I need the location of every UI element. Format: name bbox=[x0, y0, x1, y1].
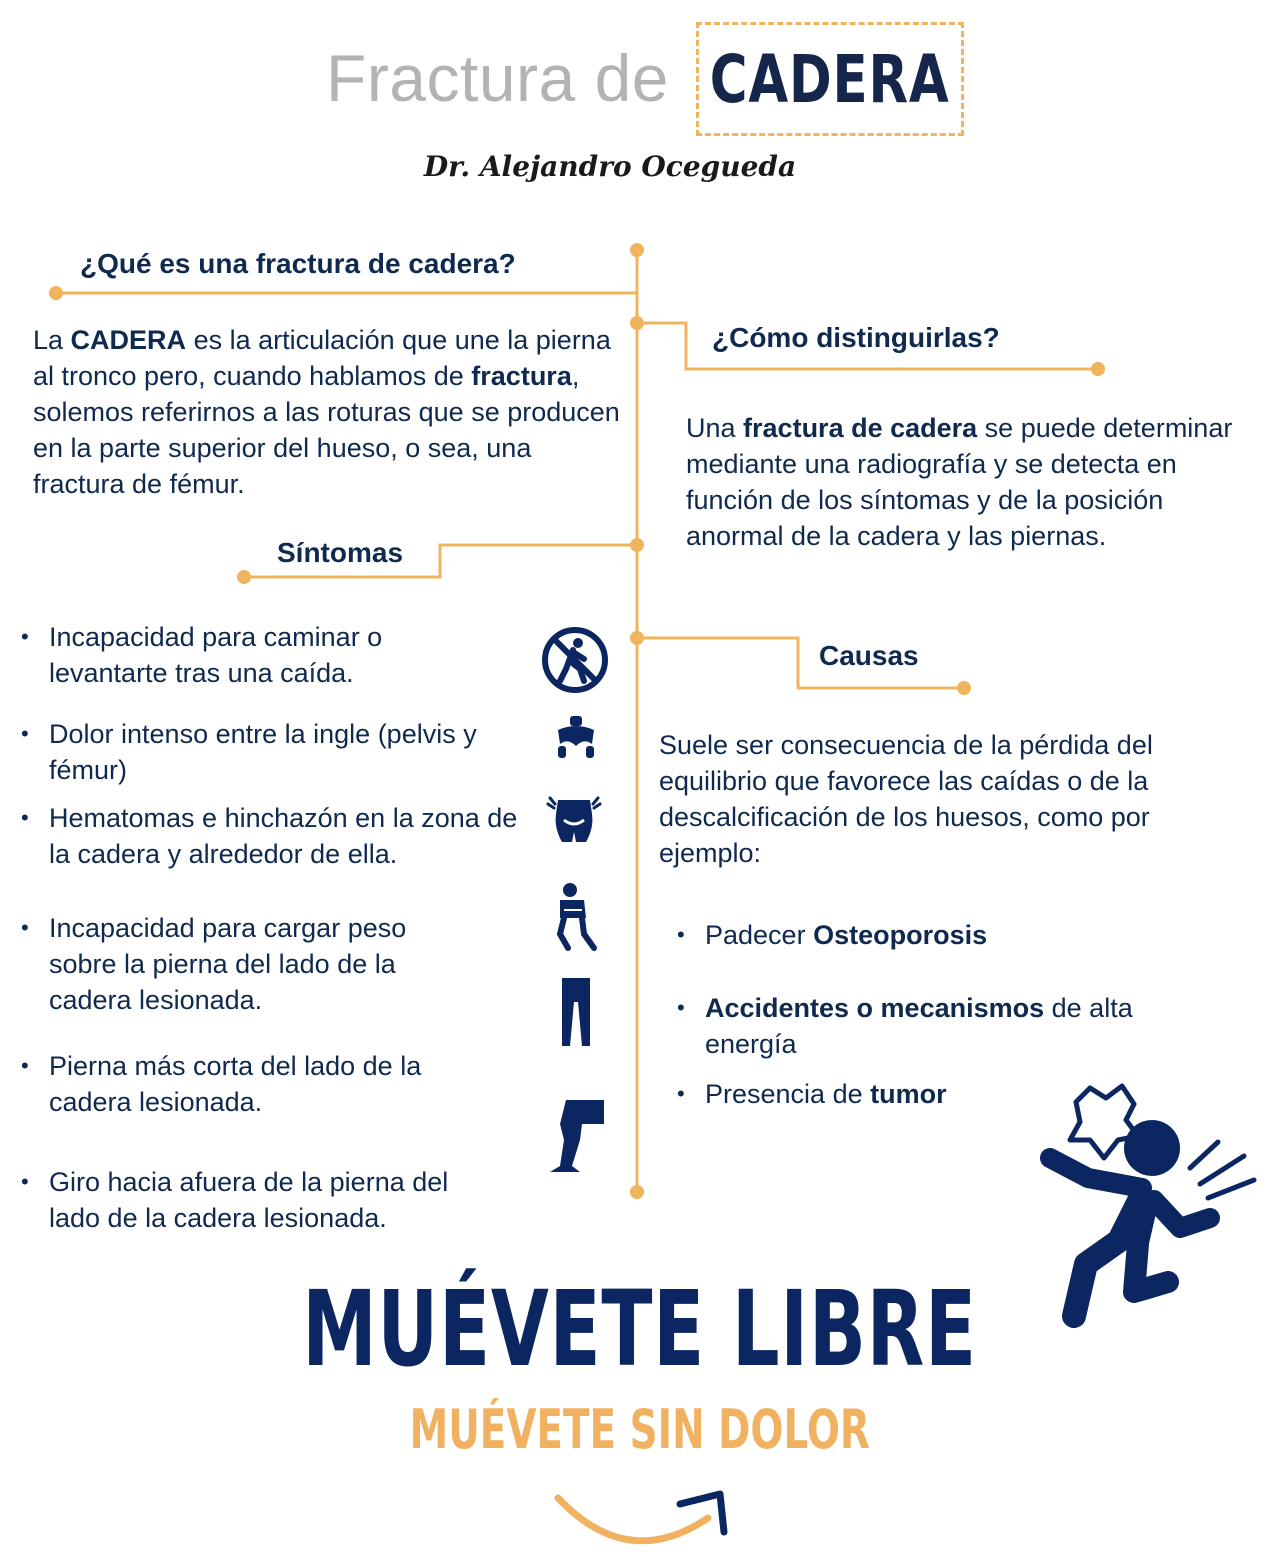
causas-heading: Causas bbox=[819, 640, 919, 671]
author-signature: Dr. Alejandro Ocegueda bbox=[423, 150, 797, 183]
que-es-heading: ¿Qué es una fractura de cadera? bbox=[80, 248, 516, 279]
tagline: MUÉVETE SIN DOLOR bbox=[409, 1398, 871, 1461]
hip-pain-icon bbox=[546, 794, 602, 846]
legs-icon bbox=[558, 976, 594, 1048]
leg-icon bbox=[546, 1096, 606, 1174]
como-heading: ¿Cómo distinguirlas? bbox=[712, 322, 1000, 353]
sintoma-item: • Incapacidad para caminar o levantarte tras una caída. bbox=[21, 622, 383, 688]
no-walking-icon bbox=[540, 625, 610, 695]
sintoma-item: • Incapacidad para cargar peso sobre la pierna del lado de la cadera lesionada. bbox=[21, 913, 407, 1015]
title-prefix: Fractura de bbox=[326, 41, 669, 115]
smile-arrow-icon bbox=[548, 1480, 738, 1560]
causa-item: • Padecer Osteoporosis bbox=[677, 920, 988, 950]
sintoma-item: • Hematomas e hinchazón en la zona de la cadera y alrededor de ella. bbox=[21, 803, 518, 869]
title-highlight: CADERA bbox=[710, 40, 950, 118]
que-es-paragraph: La CADERA es la articulación que une la pierna al tronco pero, cuando hablamos de fractura, solemos referirnos a las roturas que se producen en la parte superior del hueso, o sea, una fractura de fémur. bbox=[33, 325, 620, 499]
knees-icon bbox=[554, 882, 598, 952]
causas-intro: Suele ser consecuencia de la pérdida del equilibrio que favorece las caídas o de la descalcificación de los huesos, como por ejemplo: bbox=[659, 730, 1153, 868]
sintomas-heading: Síntomas bbox=[277, 537, 404, 568]
causa-item: • Accidentes o mecanismos de alta energía bbox=[677, 993, 1133, 1059]
como-paragraph: Una fractura de cadera se puede determinar mediante una radiografía y se detecta en función de los síntomas y de la posición anormal de la cadera y las piernas. bbox=[686, 413, 1233, 551]
causa-item: • Presencia de tumor bbox=[677, 1079, 947, 1109]
title-highlight-box bbox=[696, 22, 964, 136]
sintoma-item: • Dolor intenso entre la ingle (pelvis y fémur) bbox=[21, 719, 477, 785]
sintoma-item: • Giro hacia afuera de la pierna del lado de la cadera lesionada. bbox=[21, 1167, 449, 1233]
slogan: MUÉVETE LIBRE bbox=[302, 1268, 978, 1390]
sintoma-item: • Pierna más corta del lado de la cadera lesionada. bbox=[21, 1051, 422, 1117]
pelvis-icon bbox=[552, 714, 600, 762]
